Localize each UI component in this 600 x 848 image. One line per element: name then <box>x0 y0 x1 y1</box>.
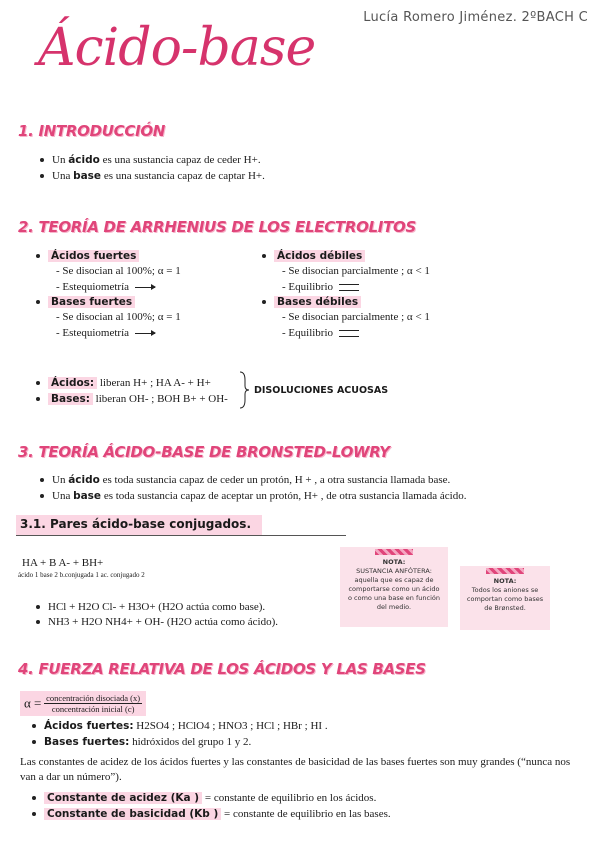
acidos-debiles-label: Ácidos débiles <box>262 250 365 262</box>
bullet-icon <box>40 174 44 178</box>
curly-brace-icon <box>238 370 250 410</box>
bullet-icon <box>40 478 44 482</box>
acidos-fuertes-disocian: - Se disocian al 100%; α = 1 <box>56 265 181 277</box>
bullet-icon <box>262 300 266 304</box>
bullet-icon <box>32 796 36 800</box>
bullet-icon <box>32 724 36 728</box>
constante-basicidad: Constante de basicidad (Kb ) = constante de equilibrio en las bases. <box>32 808 391 820</box>
note-aniones: NOTA: Todos los aniones se comportan como bases de Brønsted. <box>460 566 550 630</box>
arrow-right-icon <box>135 287 155 288</box>
list-item: Una base es una sustancia capaz de captar H+. <box>40 170 265 182</box>
bullet-icon <box>40 494 44 498</box>
author-name: Lucía Romero Jiménez. 2ºBACH C <box>363 10 588 25</box>
section-heading-arrhenius: 2. TEORÍA DE ARRHENIUS DE LOS ELECTROLITOS <box>18 218 416 236</box>
constants-paragraph: Las constantes de acidez de los ácidos fuertes y las constantes de basicidad de las bases fuertes son muy grandes (“nunca nos van a dar un número”). <box>20 756 571 783</box>
subsection-underline <box>16 535 346 536</box>
bases-debiles-equilibrio: - Equilibrio <box>282 327 359 339</box>
subsection-heading-pares: 3.1. Pares ácido-base conjugados. <box>20 517 252 531</box>
bases-fuertes-list: Bases fuertes: hidróxidos del grupo 1 y 2. <box>32 736 251 748</box>
reaction-equation: HA + B A- + BH+ <box>22 557 104 569</box>
bullet-icon <box>36 381 40 385</box>
bullet-icon <box>36 254 40 258</box>
bases-fuertes-label: Bases fuertes <box>36 296 135 308</box>
reaction-labels: ácido 1 base 2 b.conjugada 1 ac. conjugado 2 <box>18 571 145 579</box>
equilibrium-icon <box>339 330 359 337</box>
list-item: Una base es toda sustancia capaz de aceptar un protón, H+ , de otra sustancia llamada ácido. <box>40 490 466 502</box>
bullet-icon <box>262 254 266 258</box>
acidos-fuertes-list: Ácidos fuertes: H2SO4 ; HClO4 ; HNO3 ; HCl ; HBr ; HI . <box>32 720 328 732</box>
washi-tape-icon <box>375 549 413 555</box>
page-title: Ácido-base <box>38 18 316 78</box>
section-heading-bronsted-lowry: 3. TEORÍA ÁCIDO-BASE DE BRONSTED-LOWRY <box>18 443 390 461</box>
example-hcl: HCl + H2O Cl- + H3O+ (H2O actúa como base). <box>36 601 265 613</box>
acidos-debiles-disocian: - Se disocian parcialmente ; α < 1 <box>282 265 430 277</box>
arrhenius-bases: Bases: liberan OH- ; BOH B+ + OH- <box>36 393 228 405</box>
disoluciones-acuosas-label: DISOLUCIONES ACUOSAS <box>254 385 389 396</box>
acidos-fuertes-label: Ácidos fuertes <box>36 250 139 262</box>
example-nh3: NH3 + H2O NH4+ + OH- (H2O actúa como ácido). <box>36 616 278 628</box>
list-item: Un ácido es toda sustancia capaz de ceder un protón, H + , a otra sustancia llamada base. <box>40 474 450 486</box>
note-sustancia-anfotera: NOTA: SUSTANCIA ANFÓTERA: aquella que es capaz de comportarse como un ácido o como una base en función del medio. <box>340 547 448 627</box>
bases-fuertes-estequiometria: - Estequiometría <box>56 327 155 339</box>
bullet-icon <box>32 812 36 816</box>
bases-debiles-label: Bases débiles <box>262 296 361 308</box>
bullet-icon <box>36 300 40 304</box>
bullet-icon <box>36 397 40 401</box>
list-item: Un ácido es una sustancia capaz de ceder H+. <box>40 154 261 166</box>
bullet-icon <box>36 620 40 624</box>
section-heading-fuerza-relativa: 4. FUERZA RELATIVA DE LOS ÁCIDOS Y LAS BASES <box>18 660 426 678</box>
bases-fuertes-disocian: - Se disocian al 100%; α = 1 <box>56 311 181 323</box>
bases-debiles-disocian: - Se disocian parcialmente ; α < 1 <box>282 311 430 323</box>
alpha-formula: α = $\frac{\text{concentración disociada (x)}}{\text{concentración inicial (c)}}$ <box>20 691 146 716</box>
alpha-fraction: $\frac{\text{concentración disociada (x)}}{\text{concentración inicial (c)}}$ <box>46 693 141 714</box>
bullet-icon <box>36 605 40 609</box>
arrhenius-acidos: Ácidos: liberan H+ ; HA A- + H+ <box>36 377 211 389</box>
washi-tape-icon <box>486 568 524 574</box>
bullet-icon <box>40 158 44 162</box>
section-heading-introduccion: 1. INTRODUCCIÓN <box>18 122 166 140</box>
bullet-icon <box>32 740 36 744</box>
acidos-debiles-equilibrio: - Equilibrio <box>282 281 359 293</box>
equilibrium-icon <box>339 284 359 291</box>
constante-acidez: Constante de acidez (Ka ) = constante de equilibrio en los ácidos. <box>32 792 376 804</box>
arrow-right-icon <box>135 333 155 334</box>
acidos-fuertes-estequiometria: - Estequiometría <box>56 281 155 293</box>
